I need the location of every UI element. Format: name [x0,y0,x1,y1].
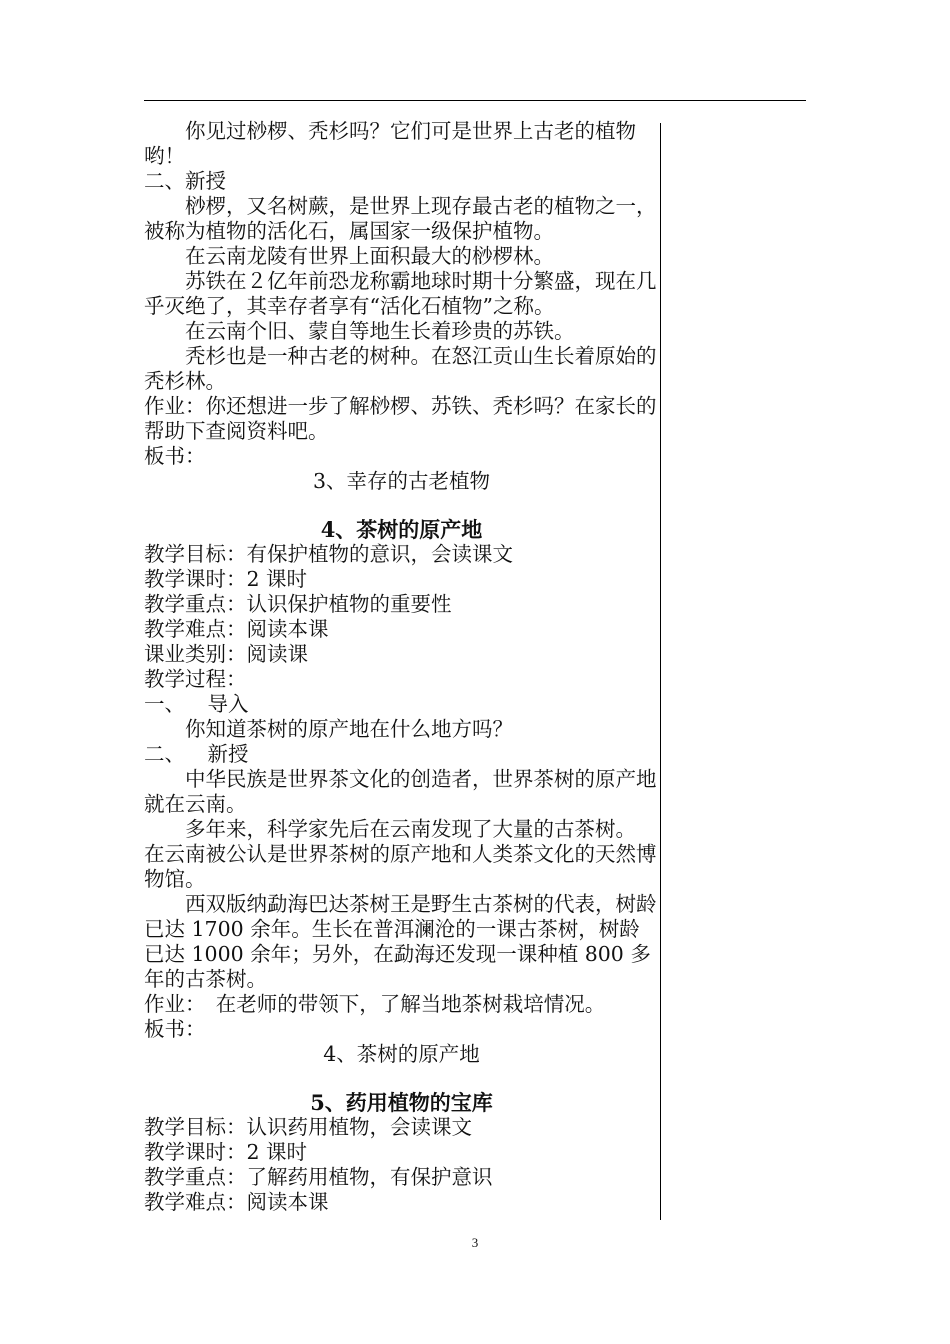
paragraph [144,817,659,842]
paragraph: 在云南龙陵有世界上面积最大的桫椤林。 [185,244,554,268]
paragraph: 你知道茶树的原产地在什么地方吗？ [185,717,513,741]
step-number: 一、 [144,692,185,716]
paragraph: 在云南被公认是世界茶树的原产地和人类茶文化的天然博物馆。 [144,842,657,891]
teaching-focus: 教学重点：了解药用植物，有保护意识 [144,1165,493,1189]
step-heading [144,692,659,717]
step-number: 二、 [144,742,185,766]
paragraph: 中华民族是世界茶文化的创造者，世界茶树的原产地就在云南。 [144,767,657,816]
margin-rule [660,123,661,1220]
paragraph: 西双版纳勐海巴达茶树王是野生古茶树的代表，树龄已达 1700 余年。生长在普洱澜沧的一课古茶树，树龄已达 1000 余年；另外，在勐海还发现一课种植 800 多年的古茶树。 [144,892,657,991]
paragraph: 秃杉也是一种古老的树种。在怒江贡山生长着原始的秃杉林。 [144,344,657,393]
header-rule [144,100,806,101]
teaching-goal: 教学目标：认识药用植物，会读课文 [144,1115,472,1139]
teaching-focus: 教学重点：认识保护植物的重要性 [144,592,452,616]
paragraph-main: 多年来，科学家先后在云南发现了大量的古茶树 [185,817,616,841]
step-title: 新授 [207,742,249,766]
section-heading: 二、新授 [144,169,226,193]
teaching-hours: 教学课时：2 课时 [144,567,308,591]
paragraph-tail: 。 [615,817,636,841]
teaching-goal: 教学目标：有保护植物的意识，会读课文 [144,542,513,566]
course-category: 课业类别：阅读课 [144,642,308,666]
page-number: 3 [471,1235,479,1250]
lesson-title: 5、药用植物的宝库 [310,1090,493,1115]
board-label: 板书： [144,444,206,468]
teaching-difficulty: 教学难点：阅读本课 [144,617,329,641]
board-text: 3、幸存的古老植物 [312,469,491,493]
paragraph: 桫椤，又名树蕨，是世界上现存最古老的植物之一，被称为植物的活化石，属国家一级保护植物。 [144,194,657,243]
homework: 作业： 在老师的带领下，了解当地茶树栽培情况。 [144,992,606,1016]
teaching-process: 教学过程： [144,667,247,691]
step-title: 导入 [207,692,249,716]
board-label: 板书： [144,1017,206,1041]
homework: 作业：你还想进一步了解桫椤、苏铁、秃杉吗？在家长的帮助下查阅资料吧。 [144,394,657,443]
document-body [144,119,659,1215]
paragraph: 你见过桫椤、秃杉吗？它们可是世界上古老的植物哟！ [144,119,636,168]
lesson-title: 4、茶树的原产地 [320,517,483,542]
paragraph: 在云南个旧、蒙自等地生长着珍贵的苏铁。 [185,319,575,343]
step-heading [144,742,659,767]
teaching-difficulty: 教学难点：阅读本课 [144,1190,329,1214]
board-text: 4、茶树的原产地 [323,1042,480,1066]
teaching-hours: 教学课时：2 课时 [144,1140,308,1164]
paragraph: 苏铁在２亿年前恐龙称霸地球时期十分繁盛，现在几乎灭绝了，其幸存者享有“活化石植物”之称。 [144,269,657,318]
